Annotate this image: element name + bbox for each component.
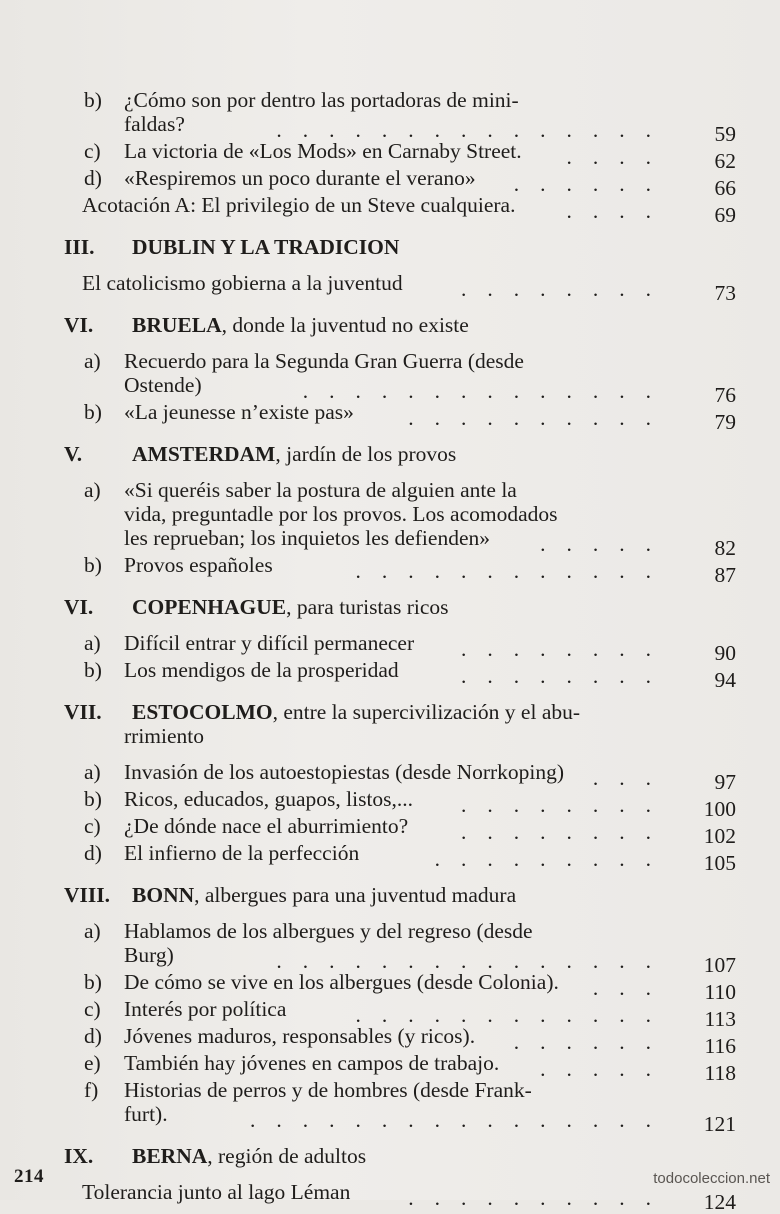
section-letter: e) [84,1051,101,1075]
chapter-title: BERNA, región de adultos [132,1144,367,1168]
section-letter: b) [84,400,102,424]
chapter-number: VII. [64,700,102,724]
toc-entry [0,787,780,821]
page-ref: 105 [703,851,736,875]
toc-entry [0,1051,780,1085]
section-letter: b) [84,970,102,994]
entry-title: Ostende) [124,373,202,397]
section-letter: b) [84,658,102,682]
section-letter: a) [84,760,101,784]
page-ref: 73 [714,281,736,305]
section-letter: c) [84,814,101,838]
entry-title: Recuerdo para la Segunda Gran Guerra (desde [124,349,524,373]
entry-title: Tolerancia junto al lago Léman [82,1180,351,1204]
entry-title: Hablamos de los albergues y del regreso (desde [124,919,533,943]
leader-dots: ............... [276,949,672,973]
chapter-number: VI. [64,595,94,619]
toc-heading [0,442,780,466]
page-ref: 100 [703,797,736,821]
toc-entry [0,919,780,977]
entry-title: Ricos, educados, guapos, listos,... [124,787,414,811]
toc-heading [0,700,780,748]
chapter-number: V. [64,442,83,466]
section-letter: d) [84,166,102,190]
entry-title: Provos españoles [124,553,273,577]
page-ref: 76 [714,383,736,407]
chapter-title: BONN, albergues para una juventud madura [132,883,517,907]
page-ref: 102 [703,824,736,848]
page-number: 214 [14,1166,44,1187]
section-letter: a) [84,919,101,943]
page-ref: 79 [714,410,736,434]
section-letter: f) [84,1078,99,1102]
toc-entry [0,658,780,692]
entry-title: faldas? [124,112,185,136]
entry-title: Acotación A: El privilegio de un Steve cualquiera. [82,193,516,217]
page-ref: 124 [703,1190,736,1214]
chapter-title: COPENHAGUE, para turistas ricos [132,595,449,619]
toc-entry [0,841,780,875]
entry-title: Invasión de los autoestopiestas (desde Norrkoping) [124,760,565,784]
entry-title: Burg) [124,943,174,967]
page-ref: 121 [703,1112,736,1136]
entry-title: «Si queréis saber la postura de alguien ante la [124,478,517,502]
leader-dots: ... [592,976,672,1000]
toc-heading [0,1144,780,1168]
leader-dots: ............... [276,118,672,142]
table-of-contents [0,88,780,1214]
section-letter: d) [84,841,102,865]
leader-dots: ...... [513,1030,672,1054]
section-letter: c) [84,997,101,1021]
entry-title: El infierno de la perfección [124,841,360,865]
watermark: todocoleccion.net [653,1170,770,1187]
section-letter: a) [84,349,101,373]
page-ref: 87 [714,563,736,587]
entry-title: Interés por política [124,997,287,1021]
toc-entry [0,400,780,434]
leader-dots: .......... [408,1186,672,1210]
leader-dots: ................ [250,1108,672,1132]
entry-title: «La jeunesse n’existe pas» [124,400,354,424]
toc-entry [0,139,780,173]
section-letter: a) [84,631,101,655]
page-ref: 62 [714,149,736,173]
section-letter: d) [84,1024,102,1048]
chapter-title: DUBLIN Y LA TRADICION [132,235,400,259]
leader-dots: .... [566,199,672,223]
toc-entry [0,349,780,407]
page-ref: 90 [714,641,736,665]
page-ref: 116 [704,1034,736,1058]
leader-dots: ..... [540,1057,672,1081]
chapter-number: IX. [64,1144,94,1168]
toc-heading [0,883,780,907]
entry-title: les reprueban; los inquietos les defienden» [124,526,490,550]
chapter-number: III. [64,235,95,259]
leader-dots: ............ [355,559,672,583]
leader-dots: ........ [461,664,672,688]
toc-entry [0,814,780,848]
entry-title: «Respiremos un poco durante el verano» [124,166,476,190]
entry-title: ¿Cómo son por dentro las portadoras de mini- [124,88,519,112]
toc-entry [0,553,780,587]
toc-heading [0,313,780,337]
entry-title: Los mendigos de la prosperidad [124,658,399,682]
leader-dots: ...... [513,172,672,196]
section-letter: c) [84,139,101,163]
toc-entry [0,478,780,560]
toc-entry [0,166,780,200]
toc-entry [0,631,780,665]
chapter-number: VIII. [64,883,111,907]
leader-dots: ............ [355,1003,672,1027]
chapter-title: AMSTERDAM, jardín de los provos [132,442,457,466]
page-ref: 110 [704,980,736,1004]
leader-dots: ........ [461,820,672,844]
entry-title: El catolicismo gobierna a la juventud [82,271,403,295]
page-ref: 59 [714,122,736,146]
toc-entry [0,997,780,1031]
entry-title: También hay jóvenes en campos de trabajo. [124,1051,500,1075]
page-ref: 69 [714,203,736,227]
entry-title: Difícil entrar y difícil permanecer [124,631,415,655]
toc-heading [0,235,780,259]
entry-title: furt). [124,1102,168,1126]
toc-entry [0,970,780,1004]
leader-dots: ......... [434,847,672,871]
page-ref: 118 [704,1061,736,1085]
section-letter: b) [84,88,102,112]
section-letter: b) [84,787,102,811]
leader-dots: .... [566,145,672,169]
entry-title: Jóvenes maduros, responsables (y ricos). [124,1024,476,1048]
leader-dots: ... [592,766,672,790]
leader-dots: ........ [461,793,672,817]
chapter-title: BRUELA, donde la juventud no existe [132,313,469,337]
toc-entry [0,1024,780,1058]
chapter-title: ESTOCOLMO, entre la supercivilización y el abu- [132,700,581,724]
toc-heading [0,595,780,619]
toc-entry [0,193,780,227]
entry-title: vida, preguntadle por los provos. Los acomodados [124,502,558,526]
leader-dots: ........ [461,637,672,661]
entry-title: ¿De dónde nace el aburrimiento? [124,814,409,838]
leader-dots: .............. [302,379,672,403]
page-ref: 66 [714,176,736,200]
entry-title: De cómo se vive en los albergues (desde Colonia). [124,970,559,994]
page-ref: 82 [714,536,736,560]
chapter-number: VI. [64,313,94,337]
chapter-title: rrimiento [124,724,205,748]
toc-entry [0,1078,780,1136]
entry-title: La victoria de «Los Mods» en Carnaby Street. [124,139,522,163]
section-letter: b) [84,553,102,577]
page-ref: 113 [704,1007,736,1031]
leader-dots: .......... [408,406,672,430]
toc-entry [0,760,780,794]
leader-dots: ........ [461,277,672,301]
entry-title: Historias de perros y de hombres (desde Frank- [124,1078,532,1102]
toc-entry [0,88,780,146]
section-letter: a) [84,478,101,502]
page-ref: 97 [714,770,736,794]
leader-dots: ..... [540,532,672,556]
toc-entry [0,271,780,305]
page-ref: 107 [703,953,736,977]
page-ref: 94 [714,668,736,692]
